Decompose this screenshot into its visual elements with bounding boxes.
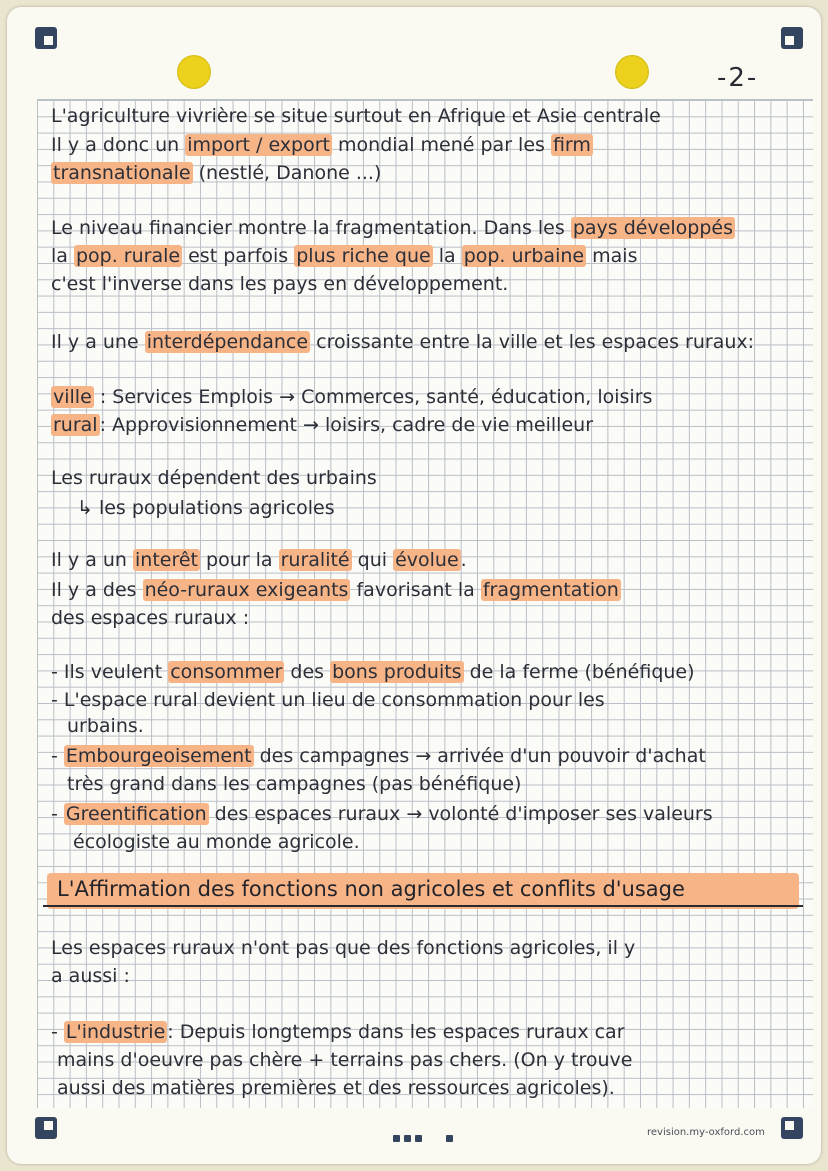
note-line: [51, 384, 652, 410]
note-text: des campagnes → arrivée d'un pouvoir d'achat: [253, 745, 706, 767]
highlighted-text: firm: [552, 134, 591, 156]
section-title: L'Affirmation des fonctions non agricoles et conflits d'usage: [57, 877, 685, 901]
note-text: très grand dans les campagnes (pas bénéfique): [67, 773, 522, 795]
corner-mark-top-right-icon: [781, 27, 803, 49]
note-text: mains d'oeuvre pas chère + terrains pas chers. (On y trouve: [57, 1049, 633, 1071]
note-text: la: [51, 245, 74, 267]
note-text: Les ruraux dépendent des urbains: [51, 467, 377, 489]
highlighted-text: plus riche que: [296, 245, 431, 267]
note-line: [67, 713, 144, 739]
note-text: de la ferme (bénéfique): [463, 661, 695, 683]
note-text: des espaces ruraux → volonté d'imposer ses valeurs: [208, 803, 713, 825]
note-line: [51, 577, 621, 603]
page-number: -2-: [717, 63, 759, 93]
highlighted-text: interdépendance: [146, 331, 309, 353]
note-text: favorisant la: [350, 579, 481, 601]
note-text: : Services Emplois → Commerces, santé, éducation, loisirs: [93, 386, 653, 408]
brand-url: revision.my-oxford.com: [647, 1127, 765, 1138]
note-card: [7, 7, 821, 1164]
note-text: écologiste au monde agricole.: [73, 831, 360, 853]
note-text: mondial mené par les: [332, 134, 551, 156]
note-text: croissante entre la ville et les espaces ruraux:: [310, 331, 755, 353]
highlighted-text: L'industrie: [65, 1021, 166, 1043]
note-text: : Depuis longtemps dans les espaces ruraux car: [167, 1021, 625, 1043]
note-text: est parfois: [182, 245, 295, 267]
corner-mark-bottom-right-icon: [781, 1117, 803, 1139]
note-line: [51, 215, 735, 241]
note-line: [51, 659, 695, 685]
highlighted-text: ruralité: [280, 549, 350, 571]
note-line: [51, 271, 508, 297]
note-text: - L'espace rural devient un lieu de consommation pour les: [51, 689, 605, 711]
note-line: [51, 743, 706, 769]
note-text: -: [51, 745, 64, 767]
note-line: [51, 1019, 625, 1045]
highlighted-text: Greentification: [65, 803, 207, 825]
corner-mark-top-left-icon: [35, 27, 57, 49]
highlighted-text: ville: [53, 386, 92, 408]
highlighted-text: consommer: [170, 661, 283, 683]
note-text: : Approvisionnement → loisirs, cadre de vie meilleur: [99, 414, 593, 436]
highlighted-text: pop. urbaine: [463, 245, 585, 267]
note-text: pour la: [200, 549, 279, 571]
binder-hole-left: [177, 55, 211, 89]
highlighted-text: transnationale: [53, 162, 191, 184]
note-text: Il y a un: [51, 549, 134, 571]
note-line: [57, 1075, 615, 1101]
note-line: [51, 687, 605, 713]
note-text: a aussi :: [51, 965, 130, 987]
highlighted-text: fragmentation: [482, 579, 619, 601]
note-text: la: [432, 245, 462, 267]
note-line: [73, 829, 360, 855]
note-text: L'agriculture vivrière se situe surtout en Afrique et Asie centrale: [51, 105, 661, 127]
note-text: -: [51, 803, 64, 825]
note-line: [51, 963, 130, 989]
note-text: Il y a des: [51, 579, 143, 601]
note-text: qui: [351, 549, 394, 571]
note-text: des: [284, 661, 331, 683]
note-line: [51, 605, 249, 631]
note-line: [51, 103, 661, 129]
highlighted-text: interêt: [135, 549, 199, 571]
note-text: Il y a une: [51, 331, 145, 353]
note-line: [51, 160, 381, 186]
note-line: [57, 1047, 632, 1073]
note-text: Le niveau financier montre la fragmentation. Dans les: [51, 217, 571, 239]
note-text: urbains.: [67, 715, 144, 737]
note-text: Les espaces ruraux n'ont pas que des fonctions agricoles, il y: [51, 937, 636, 959]
highlighted-text: pop. rurale: [75, 245, 181, 267]
note-text: (nestlé, Danone ...): [192, 162, 382, 184]
page-dots: [393, 1127, 457, 1146]
note-text: - Ils veulent: [51, 661, 169, 683]
note-text: ↳ les populations agricoles: [77, 497, 335, 519]
note-text: aussi des matières premières et des ressources agricoles).: [57, 1077, 615, 1099]
highlighted-text: évolue: [395, 549, 459, 571]
highlighted-text: Embourgeoisement: [65, 745, 252, 767]
corner-mark-bottom-left-icon: [35, 1117, 57, 1139]
highlighted-text: pays développés: [572, 217, 733, 239]
note-line: [51, 801, 713, 827]
note-line: [51, 935, 635, 961]
note-text: Il y a donc un: [51, 134, 186, 156]
note-line: [51, 547, 467, 573]
note-line: [51, 243, 637, 269]
note-line: [51, 132, 593, 158]
note-line: [51, 412, 593, 438]
note-text: c'est l'inverse dans les pays en développement.: [51, 273, 509, 295]
note-line: [51, 465, 377, 491]
note-line: [77, 495, 335, 521]
highlighted-text: néo-ruraux exigeants: [144, 579, 349, 601]
note-text: .: [460, 549, 467, 571]
note-line: [67, 771, 521, 797]
note-text: mais: [586, 245, 638, 267]
highlighted-text: rural: [53, 414, 98, 436]
section-title-underline: [43, 905, 803, 907]
binder-hole-right: [615, 55, 649, 89]
note-text: -: [51, 1021, 64, 1043]
note-text: des espaces ruraux :: [51, 607, 250, 629]
highlighted-text: bons produits: [332, 661, 462, 683]
highlighted-text: import / export: [187, 134, 330, 156]
note-line: [51, 329, 754, 355]
